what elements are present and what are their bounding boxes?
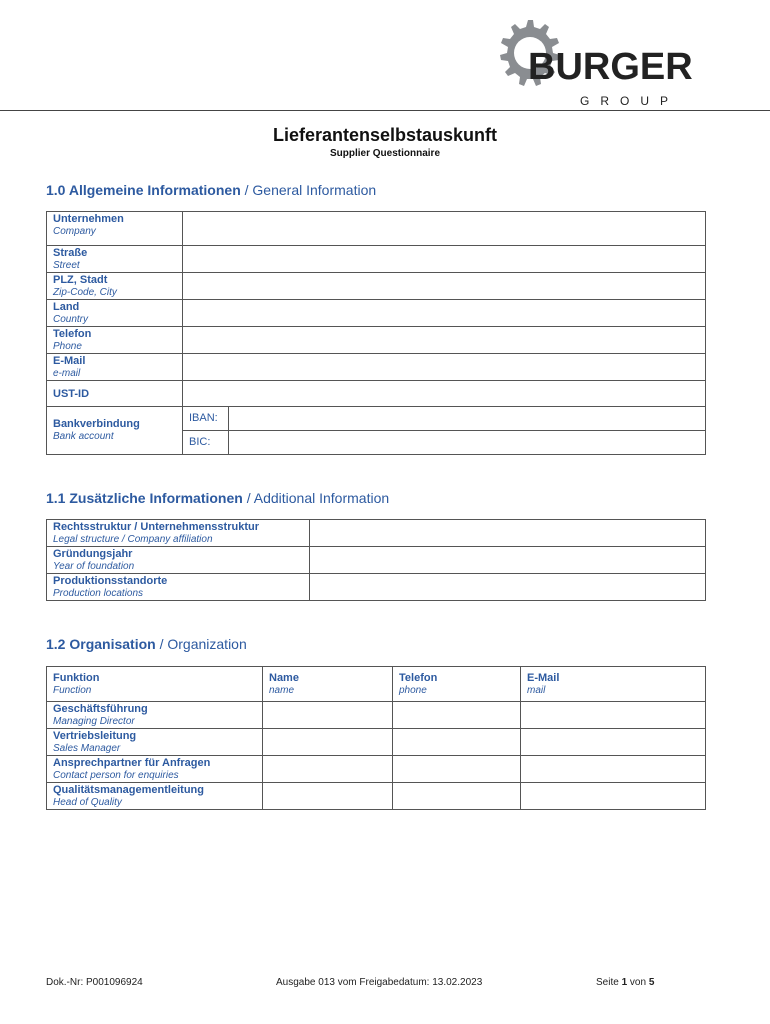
contact-person-name-input[interactable] <box>263 756 393 783</box>
section-heading-rest: / Organization <box>155 636 247 652</box>
label-sales-manager: Vertriebsleitung Sales Manager <box>47 729 263 756</box>
year-of-foundation-input[interactable] <box>310 547 706 574</box>
column-header-function: Funktion Function <box>47 667 263 702</box>
section-heading-rest: / General Information <box>240 182 377 198</box>
label-zip-city: PLZ, Stadt Zip-Code, City <box>47 273 183 300</box>
label-company: Unternehmen Company <box>47 212 183 246</box>
label-year-of-foundation: Gründungsjahr Year of foundation <box>47 547 310 574</box>
head-of-quality-name-input[interactable] <box>263 783 393 810</box>
zip-city-input[interactable] <box>183 273 706 300</box>
page-subtitle: Supplier Questionnaire <box>329 148 441 159</box>
label-contact-person: Ansprechpartner für Anfragen Contact person for enquiries <box>47 756 263 783</box>
section-heading-bold: 1.0 Allgemeine Informationen <box>46 182 241 198</box>
logo-group-text: GROUP <box>580 94 680 108</box>
production-locations-input[interactable] <box>310 574 706 601</box>
section-heading-bold: 1.1 Zusätzliche Informationen <box>46 490 243 506</box>
label-phone: Telefon Phone <box>47 327 183 354</box>
section-heading-bold: 1.2 Organisation <box>46 636 156 652</box>
label-iban: IBAN: <box>183 407 229 431</box>
section-heading-rest: / Additional Information <box>242 490 390 506</box>
table-row <box>47 702 706 729</box>
header-divider <box>0 110 770 111</box>
country-input[interactable] <box>183 300 706 327</box>
label-vat-id: UST-ID <box>47 381 183 407</box>
sales-manager-name-input[interactable] <box>263 729 393 756</box>
additional-info-table <box>46 519 706 601</box>
head-of-quality-email-input[interactable] <box>521 783 706 810</box>
bic-input[interactable] <box>229 431 706 455</box>
footer-edition: Ausgabe 013 vom Freigabedatum: 13.02.2023 <box>276 977 483 988</box>
label-bank-account: Bankverbindung Bank account <box>47 407 183 455</box>
managing-director-phone-input[interactable] <box>393 702 521 729</box>
sales-manager-phone-input[interactable] <box>393 729 521 756</box>
column-header-email: E-Mail mail <box>521 667 706 702</box>
section-general-heading <box>46 182 376 198</box>
label-bic: BIC: <box>183 431 229 455</box>
head-of-quality-phone-input[interactable] <box>393 783 521 810</box>
contact-person-email-input[interactable] <box>521 756 706 783</box>
label-production-locations: Produktionsstandorte Production locations <box>47 574 310 601</box>
legal-structure-input[interactable] <box>310 520 706 547</box>
label-head-of-quality: Qualitätsmanagementleitung Head of Quality <box>47 783 263 810</box>
footer-document-number: Dok.-Nr: P001096924 <box>46 977 143 988</box>
label-legal-structure: Rechtsstruktur / Unternehmensstruktur Legal structure / Company affiliation <box>47 520 310 547</box>
footer-page-number: Seite 1 von 5 <box>596 977 655 988</box>
sales-manager-email-input[interactable] <box>521 729 706 756</box>
iban-input[interactable] <box>229 407 706 431</box>
phone-input[interactable] <box>183 327 706 354</box>
company-logo <box>488 14 693 108</box>
organization-table <box>46 666 706 810</box>
street-input[interactable] <box>183 246 706 273</box>
managing-director-email-input[interactable] <box>521 702 706 729</box>
section-additional-heading <box>46 490 389 506</box>
contact-person-phone-input[interactable] <box>393 756 521 783</box>
column-header-name: Name name <box>263 667 393 702</box>
managing-director-name-input[interactable] <box>263 702 393 729</box>
vat-id-input[interactable] <box>183 381 706 407</box>
page-title: Lieferantenselbstauskunft <box>272 125 498 145</box>
table-row <box>47 729 706 756</box>
email-input[interactable] <box>183 354 706 381</box>
label-managing-director: Geschäftsführung Managing Director <box>47 702 263 729</box>
label-email: E-Mail e-mail <box>47 354 183 381</box>
label-street: Straße Street <box>47 246 183 273</box>
company-input[interactable] <box>183 212 706 246</box>
section-organization-heading <box>46 636 247 652</box>
table-row <box>47 756 706 783</box>
logo-brand-text: BURGER <box>528 46 693 88</box>
column-header-phone: Telefon phone <box>393 667 521 702</box>
general-info-table <box>46 211 706 455</box>
table-row <box>47 783 706 810</box>
label-country: Land Country <box>47 300 183 327</box>
